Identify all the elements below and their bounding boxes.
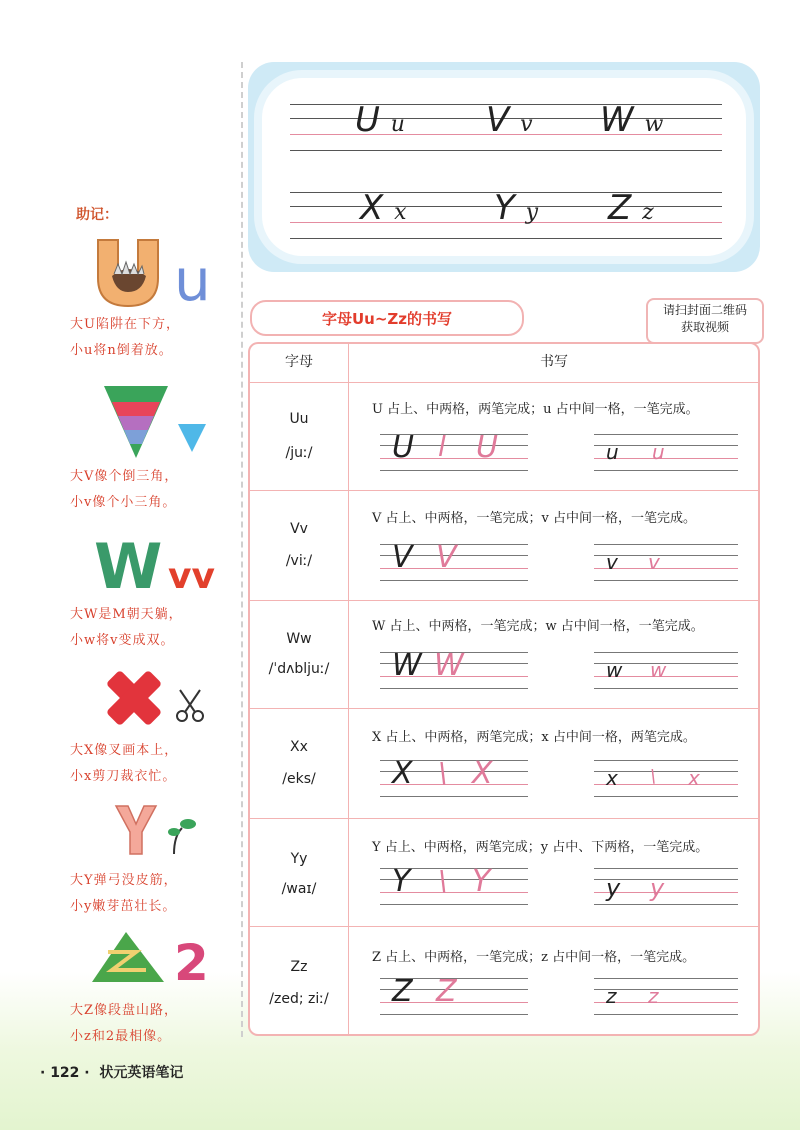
small-u-icon: u bbox=[174, 246, 211, 308]
mnemonic-x: 大X像叉画本上， 小x剪刀裁衣忙。 bbox=[70, 668, 230, 790]
table-row-ipa: /eks/ bbox=[282, 771, 316, 787]
practice-lines-big: U l U bbox=[380, 434, 528, 470]
mnemonic-title: 助记： bbox=[76, 207, 118, 223]
practice-lines-small: v v bbox=[594, 544, 738, 580]
mnemonic-z: 2 大Z像段盘山路， 小z和2最相像。 bbox=[70, 926, 230, 1050]
table-row-ipa: /ˈdʌbljuː/ bbox=[268, 661, 330, 677]
practice-lines-big: X \ X bbox=[380, 760, 528, 796]
table-row-letter: Uu bbox=[289, 411, 309, 427]
svg-text:vv: vv bbox=[168, 556, 215, 594]
header-letter: 字母 bbox=[285, 354, 313, 370]
mnemonic-w: W vv 大W是M朝天躺， 小w将v变成双。 bbox=[70, 534, 230, 654]
cloud-letter-u: U u bbox=[355, 100, 405, 140]
cloud-letter-v: V v bbox=[486, 100, 533, 140]
column-separator bbox=[241, 62, 243, 1037]
section-title: 字母Uu~Zz的书写 bbox=[250, 300, 524, 336]
table-row-ipa: /juː/ bbox=[285, 445, 313, 461]
practice-lines-small: x \ x bbox=[594, 760, 738, 796]
svg-text:2: 2 bbox=[174, 934, 209, 988]
mnemonic-y: 大Y弹弓没皮筋， 小y嫩芽茁壮长。 bbox=[70, 800, 230, 920]
practice-lines-small: z z bbox=[594, 978, 738, 1014]
practice-lines-big: W W bbox=[380, 652, 528, 688]
v-triangle-illustration bbox=[70, 384, 230, 464]
table-row-rule: Z 占上、中两格，一笔完成；z 占中间一格，一笔完成。 bbox=[372, 950, 696, 965]
practice-lines-small: w w bbox=[594, 652, 738, 688]
table-row-rule: X 占上、中两格，两笔完成；x 占中间一格，两笔完成。 bbox=[372, 730, 696, 745]
book-title: 状元英语笔记 bbox=[99, 1065, 184, 1081]
svg-text:W: W bbox=[94, 534, 163, 594]
practice-lines-big: Y \ Y bbox=[380, 868, 528, 904]
table-row-letter: Ww bbox=[286, 631, 312, 647]
mnemonic-u: u 大U陷阱在下方， 小u将n倒着放。 bbox=[70, 232, 230, 364]
cloud-letter-z: Z z bbox=[608, 188, 654, 228]
table-row-letter: Xx bbox=[290, 739, 308, 755]
page-footer bbox=[40, 1062, 183, 1082]
table-column-divider bbox=[348, 344, 349, 1034]
u-trap-illustration bbox=[70, 232, 230, 312]
table-row-letter: Yy bbox=[290, 851, 308, 867]
qr-video-note: 请扫封面二维码 获取视频 bbox=[646, 298, 764, 344]
cloud-letter-x: X x bbox=[360, 188, 407, 228]
table-row-ipa: /viː/ bbox=[285, 553, 313, 569]
y-slingshot-illustration bbox=[70, 800, 230, 880]
table-row-rule: W 占上、中两格，一笔完成；w 占中间一格，一笔完成。 bbox=[372, 619, 704, 634]
table-row-rule: U 占上、中两格，两笔完成；u 占中间一格，一笔完成。 bbox=[372, 402, 699, 417]
scissors-icon bbox=[177, 690, 203, 721]
mnemonic-v: 大V像个倒三角， 小v像个小三角。 bbox=[70, 384, 230, 516]
practice-lines-big: Z Z bbox=[380, 978, 528, 1014]
table-row-letter: Zz bbox=[290, 959, 308, 975]
header-writing: 书写 bbox=[540, 354, 568, 370]
table-row-letter: Vv bbox=[290, 521, 308, 537]
page-number: · 122 · bbox=[40, 1065, 90, 1081]
table-row-ipa: /zed; ziː/ bbox=[269, 991, 329, 1007]
cloud-letter-w: W w bbox=[600, 100, 664, 140]
w-letter-illustration bbox=[70, 534, 230, 614]
x-cross-illustration bbox=[70, 668, 230, 748]
table-row-ipa: /waɪ/ bbox=[281, 881, 317, 897]
table-row-rule: Y 占上、中两格，两笔完成；y 占中、下两格，一笔完成。 bbox=[372, 840, 709, 855]
z-mountain-illustration bbox=[70, 926, 230, 1006]
practice-lines-small: u u bbox=[594, 434, 738, 470]
table-row-rule: V 占上、中两格，一笔完成；v 占中间一格，一笔完成。 bbox=[372, 511, 696, 526]
practice-lines-big: V V bbox=[380, 544, 528, 580]
practice-lines-small: y y bbox=[594, 868, 738, 904]
cloud-letter-y: Y y bbox=[494, 188, 539, 228]
